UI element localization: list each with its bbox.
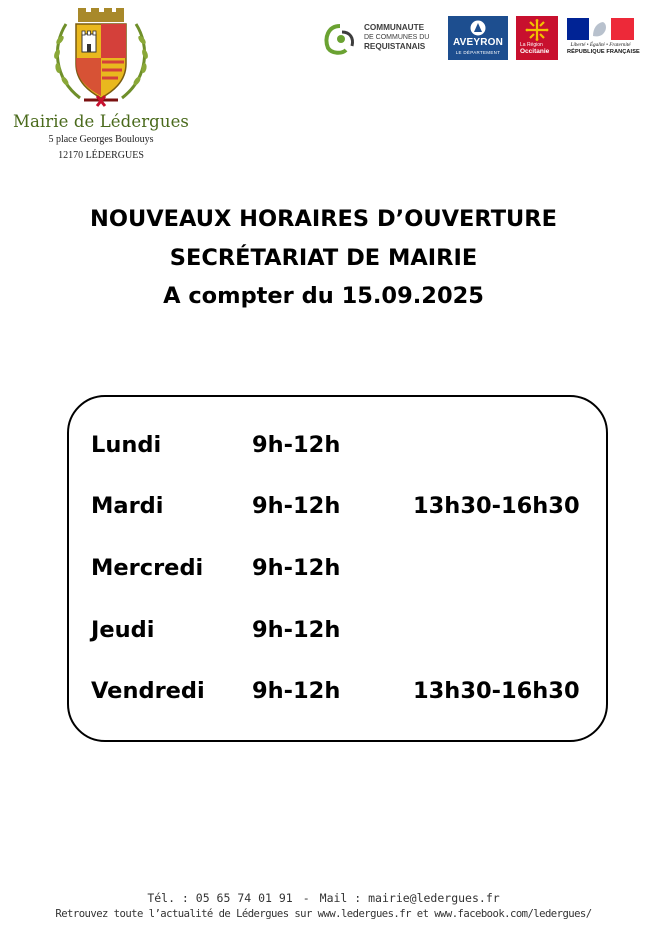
title-line-2: SECRÉTARIAT DE MAIRIE xyxy=(169,244,478,271)
mairie-name: Mairie de Lédergues xyxy=(12,112,189,131)
notice-title xyxy=(0,200,647,316)
footer-separator: - xyxy=(302,891,310,905)
morning-hours: 9h-12h xyxy=(252,432,341,458)
footer-contact xyxy=(0,891,647,905)
occitanie-la-region: La Région xyxy=(520,42,543,48)
day-label: Mardi xyxy=(91,493,164,519)
mairie-header xyxy=(8,6,194,163)
schedule-row-lundi xyxy=(69,428,606,462)
rf-name: RÉPUBLIQUE FRANÇAISE xyxy=(567,49,640,55)
coat-of-arms-icon xyxy=(46,6,156,110)
day-label: Vendredi xyxy=(91,678,205,704)
schedule-row-jeudi xyxy=(69,613,606,647)
morning-hours: 9h-12h xyxy=(252,678,341,704)
afternoon-hours: 13h30-16h30 xyxy=(413,678,580,704)
occitan-cross-icon xyxy=(522,18,552,42)
ccr-line-2: DE COMMUNES DU xyxy=(364,33,430,41)
ccr-line-3: REQUISTANAIS xyxy=(364,42,426,52)
marianne-flag-icon xyxy=(567,18,634,40)
schedule-row-mercredi xyxy=(69,551,606,585)
occitanie-name: Occitanie xyxy=(520,48,550,55)
morning-hours: 9h-12h xyxy=(252,617,341,643)
title-line-3: A compter du 15.09.2025 xyxy=(163,283,484,309)
morning-hours: 9h-12h xyxy=(252,555,341,581)
aveyron-logo xyxy=(448,16,508,60)
footer-mail: Mail : mairie@ledergues.fr xyxy=(319,891,500,905)
afternoon-hours: 13h30-16h30 xyxy=(413,493,580,519)
day-label: Lundi xyxy=(91,432,162,458)
day-label: Jeudi xyxy=(91,617,155,643)
footer-news: Retrouvez toute l’actualité de Lédergues sur www.ledergues.fr et www.facebook.com/ledergues/ xyxy=(55,908,592,920)
ccr-name xyxy=(364,23,429,52)
day-label: Mercredi xyxy=(91,555,204,581)
footer-phone: Tél. : 05 65 74 01 91 xyxy=(147,891,293,905)
communaute-communes-logo xyxy=(322,22,440,56)
schedule-row-mardi xyxy=(69,489,606,523)
aveyron-name: AVEYRON xyxy=(452,37,504,48)
aveyron-subtitle: LE DÉPARTEMENT xyxy=(455,50,501,55)
schedule-row-vendredi xyxy=(69,674,606,708)
address-line-2: 12170 LÉDERGUES xyxy=(58,150,144,161)
aveyron-emblem-icon xyxy=(469,19,487,37)
rf-motto: Liberté • Égalité • Fraternité xyxy=(570,42,631,48)
partner-logos xyxy=(322,16,640,62)
address-line-1: 5 place Georges Boulouys xyxy=(48,134,154,145)
occitanie-logo xyxy=(516,16,558,60)
title-line-1: NOUVEAUX HORAIRES D’OUVERTURE xyxy=(89,206,558,232)
republique-francaise-logo xyxy=(567,18,640,60)
morning-hours: 9h-12h xyxy=(252,493,341,519)
ccr-line-1: COMMUNAUTE xyxy=(364,23,425,32)
opening-hours-box xyxy=(67,395,608,742)
requistanais-leaf-icon xyxy=(322,22,358,56)
